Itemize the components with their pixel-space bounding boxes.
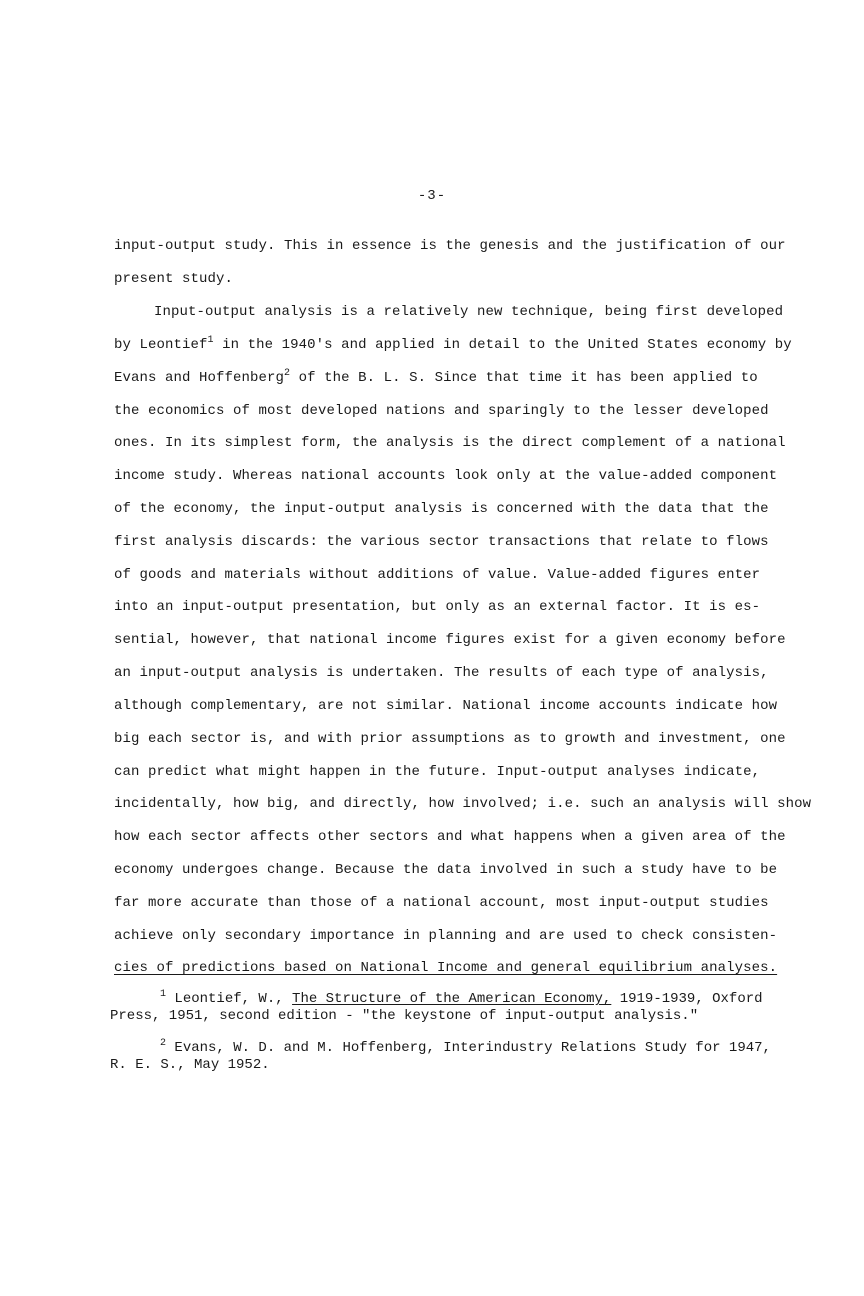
footnote-1-line-2: Press, 1951, second edition - "the keystone of input-output analysis." <box>110 1008 699 1024</box>
footnote-2-mark: 2 <box>160 1038 167 1049</box>
body-line-fragment: in the 1940's and applied in detail to the United States economy by <box>222 337 792 353</box>
body-line: although complementary, are not similar. National income accounts indicate how <box>114 698 778 714</box>
footnote-2-line-2: R. E. S., May 1952. <box>110 1057 270 1073</box>
footnote-ref-2: 2 <box>284 368 291 379</box>
body-line: big each sector is, and with prior assumptions as to growth and investment, one <box>114 731 786 747</box>
page-number: -3- <box>417 188 447 204</box>
body-line: incidentally, how big, and directly, how involved; i.e. such an analysis will show <box>114 796 812 812</box>
body-line-fragment: of the B. L. S. Since that time it has been applied to <box>298 370 758 386</box>
footnote-1-line-1 <box>160 991 763 1007</box>
body-line: first analysis discards: the various sector transactions that relate to flows <box>114 534 769 550</box>
body-line: of the economy, the input-output analysis is concerned with the data that the <box>114 501 769 517</box>
body-line: present study. <box>114 271 234 287</box>
body-line <box>114 337 792 353</box>
body-line: ones. In its simplest form, the analysis is the direct complement of a national <box>114 435 786 451</box>
footnote-1-mark: 1 <box>160 989 167 1000</box>
body-line: cies of predictions based on National Income and general equilibrium analyses. <box>114 960 778 976</box>
footnote-ref-1: 1 <box>207 335 214 346</box>
footnote-1-title: The Structure of the American Economy, <box>292 991 612 1007</box>
body-line: input-output study. This in essence is the genesis and the justification of our <box>114 238 786 254</box>
body-line: into an input-output presentation, but only as an external factor. It is es- <box>114 599 761 615</box>
body-line: income study. Whereas national accounts look only at the value-added component <box>114 468 778 484</box>
footnote-2-line-1 <box>160 1040 771 1056</box>
body-line: sential, however, that national income figures exist for a given economy before <box>114 632 786 648</box>
body-line: economy undergoes change. Because the data involved in such a study have to be <box>114 862 778 878</box>
body-line: an input-output analysis is undertaken. The results of each type of analysis, <box>114 665 769 681</box>
body-line: how each sector affects other sectors and what happens when a given area of the <box>114 829 786 845</box>
body-line-fragment: by Leontief <box>114 337 208 353</box>
body-line: can predict what might happen in the future. Input-output analyses indicate, <box>114 764 761 780</box>
footnote-2-text: Evans, W. D. and M. Hoffenberg, Interindustry Relations Study for 1947, <box>174 1040 771 1056</box>
body-line-fragment: Evans and Hoffenberg <box>114 370 285 386</box>
body-line: Input-output analysis is a relatively new technique, being first developed <box>154 304 784 320</box>
footnote-1-author: Leontief, W., <box>174 991 284 1007</box>
body-line: achieve only secondary importance in planning and are used to check consisten- <box>114 928 778 944</box>
body-line <box>114 370 758 386</box>
body-line: far more accurate than those of a national account, most input-output studies <box>114 895 769 911</box>
body-line: the economics of most developed nations and sparingly to the lesser developed <box>114 403 769 419</box>
body-line: of goods and materials without additions of value. Value-added figures enter <box>114 567 761 583</box>
footnote-1-rest: 1919-1939, Oxford <box>619 991 763 1007</box>
